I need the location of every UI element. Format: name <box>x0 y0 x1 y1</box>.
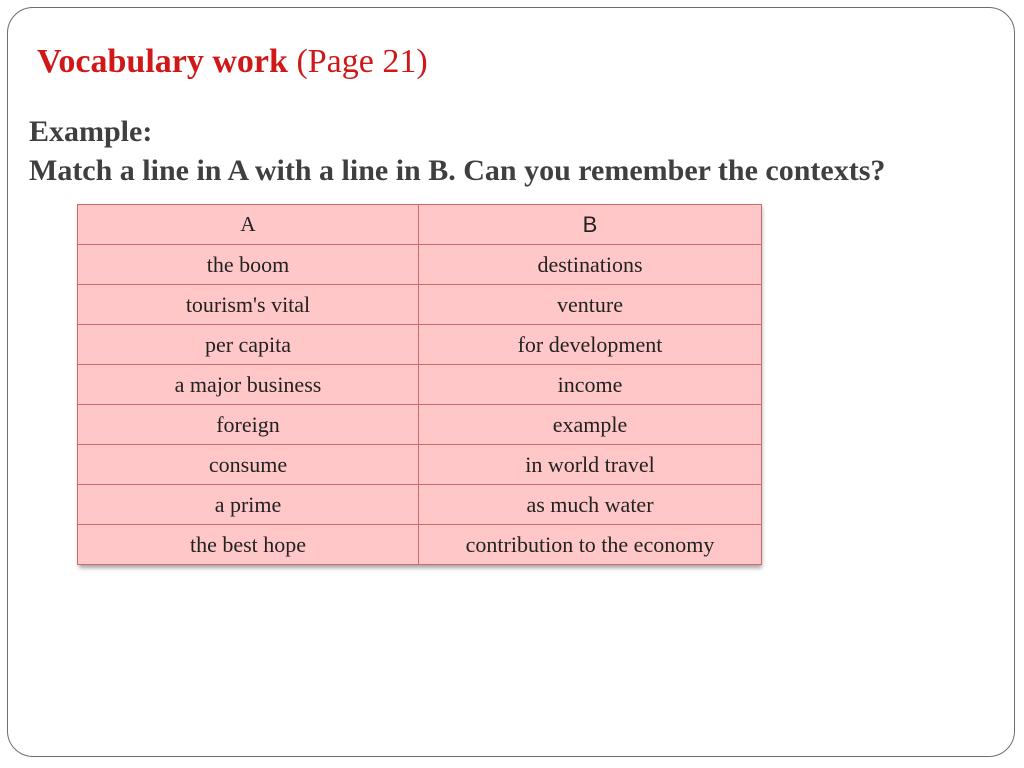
table-header-row <box>78 205 762 245</box>
cell-b: as much water <box>419 485 762 525</box>
cell-a: a prime <box>78 485 419 525</box>
table-row <box>78 365 762 405</box>
table-row <box>78 405 762 445</box>
cell-a: tourism's vital <box>78 285 419 325</box>
matching-table <box>77 204 760 565</box>
title-main: Vocabulary work <box>37 43 288 80</box>
title-page-ref: (Page 21) <box>296 43 428 80</box>
cell-b: destinations <box>419 245 762 285</box>
instructions-line-2: Match a line in A with a line in B. Can you remember the contexts? <box>29 154 886 187</box>
cell-a: consume <box>78 445 419 485</box>
cell-b: example <box>419 405 762 445</box>
cell-a: per capita <box>78 325 419 365</box>
table-row <box>78 485 762 525</box>
table-row <box>78 245 762 285</box>
table-row <box>78 285 762 325</box>
header-cell-a: A <box>78 205 419 245</box>
cell-a: foreign <box>78 405 419 445</box>
cell-a: the best hope <box>78 525 419 565</box>
cell-b: in world travel <box>419 445 762 485</box>
table-row <box>78 325 762 365</box>
table-row <box>78 525 762 565</box>
cell-a: the boom <box>78 245 419 285</box>
cell-b: venture <box>419 285 762 325</box>
cell-b: for development <box>419 325 762 365</box>
cell-a: a major business <box>78 365 419 405</box>
cell-b: income <box>419 365 762 405</box>
instructions-line-1: Example: <box>29 115 153 148</box>
cell-b: contribution to the economy <box>419 525 762 565</box>
header-cell-b: B <box>419 205 762 245</box>
slide-title <box>37 42 428 82</box>
instructions <box>29 112 885 190</box>
table-row <box>78 445 762 485</box>
